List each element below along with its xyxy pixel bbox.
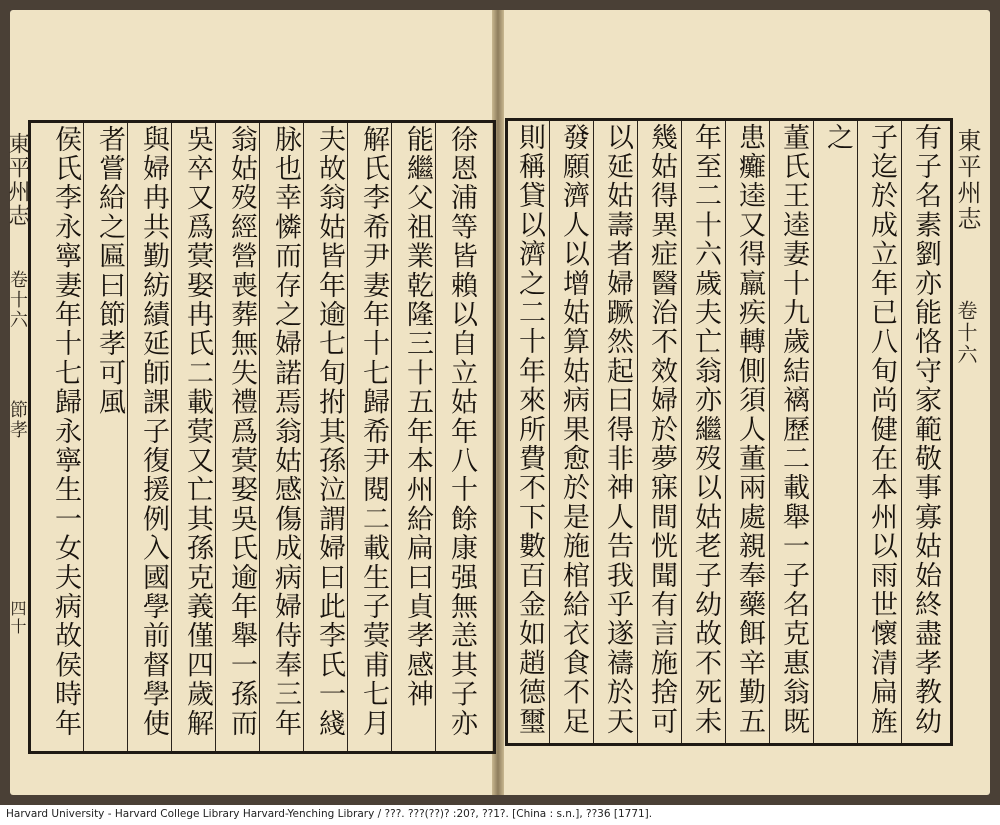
- column-rule: [813, 121, 814, 743]
- text-column: 發願濟人以增姑算姑病果愈於是施棺給衣食不足: [558, 123, 589, 737]
- text-column: 子迄於成立年已八旬尚健在本州以雨世懷清扁旌: [866, 123, 897, 737]
- text-column: 董氏王逵妻十九歲結褵歷二載舉一子名克惠翁既: [778, 123, 809, 737]
- text-column: 夫故翁姑皆年逾七旬拊其孫泣謂婦曰此李氏一綫: [314, 125, 345, 739]
- column-rule: [637, 121, 638, 743]
- text-column: 脉也幸憐而存之婦諾焉翁姑感傷成病婦侍奉三年: [270, 125, 301, 739]
- text-column: 能繼父祖業乾隆三十五年本州給扁曰貞孝感神: [402, 125, 433, 709]
- margin-section: 節孝: [7, 400, 28, 440]
- margin-volume: 卷十六: [954, 300, 978, 366]
- margin-book-title: 東平州志: [953, 128, 981, 232]
- column-rule: [549, 121, 550, 743]
- text-column: 與婦冉共勤紡績延師課子復援例入國學前督學使: [138, 125, 169, 739]
- text-column: 有子名素劉亦能恪守家範敬事寡姑始終盡孝教幼: [910, 123, 941, 737]
- column-rule: [901, 121, 902, 743]
- text-column: 翁姑歿經營喪葬無失禮爲蓂娶吳氏逾年舉一孫而: [226, 125, 257, 739]
- text-column: 徐恩浦等皆賴以自立姑年八十餘康强無恙其子亦: [446, 125, 477, 739]
- column-rule: [769, 121, 770, 743]
- text-column: 患癱逵又得羸疾轉側須人董兩處親奉藥餌辛勤五: [734, 123, 765, 737]
- attribution-footer: Harvard University - Harvard College Library Harvard-Yenching Library / ???. ???(??)? :20?, ??1?. [China : s.n.], ??36 [1771].: [6, 808, 653, 820]
- text-column: 侯氏李永寧妻年十七歸永寧生一女夫病故侯時年: [50, 125, 81, 739]
- text-column: 者嘗給之匾曰節孝可風: [94, 125, 125, 417]
- margin-volume: 卷十六: [7, 270, 28, 330]
- right-page-frame: [505, 118, 953, 746]
- text-column: 幾姑得異症醫治不效婦於夢寐間恍聞有言施捨可: [646, 123, 677, 737]
- column-rule: [593, 121, 594, 743]
- left-page-frame: [28, 120, 496, 754]
- text-column: 年至二十六歲夫亡翁亦繼歿以姑老子幼故不死未: [690, 123, 721, 737]
- column-rule: [857, 121, 858, 743]
- text-column: 解氏李希尹妻年十七歸希尹閱二載生子蓂甫七月: [358, 125, 389, 739]
- column-rule: [681, 121, 682, 743]
- text-column: 則稱貸以濟之二十年來所費不下數百金如趙德璽: [514, 123, 545, 737]
- text-column: 吳卒又爲蓂娶冉氏二載蓂又亡其孫克義僅四歲解: [182, 125, 213, 739]
- margin-page-number: 四十: [8, 600, 27, 636]
- margin-book-title: 東平州志: [5, 132, 30, 228]
- text-column: 之: [822, 123, 853, 153]
- text-column: 以延姑壽者婦蹶然起曰得非神人告我乎遂禱於天: [602, 123, 633, 737]
- column-rule: [725, 121, 726, 743]
